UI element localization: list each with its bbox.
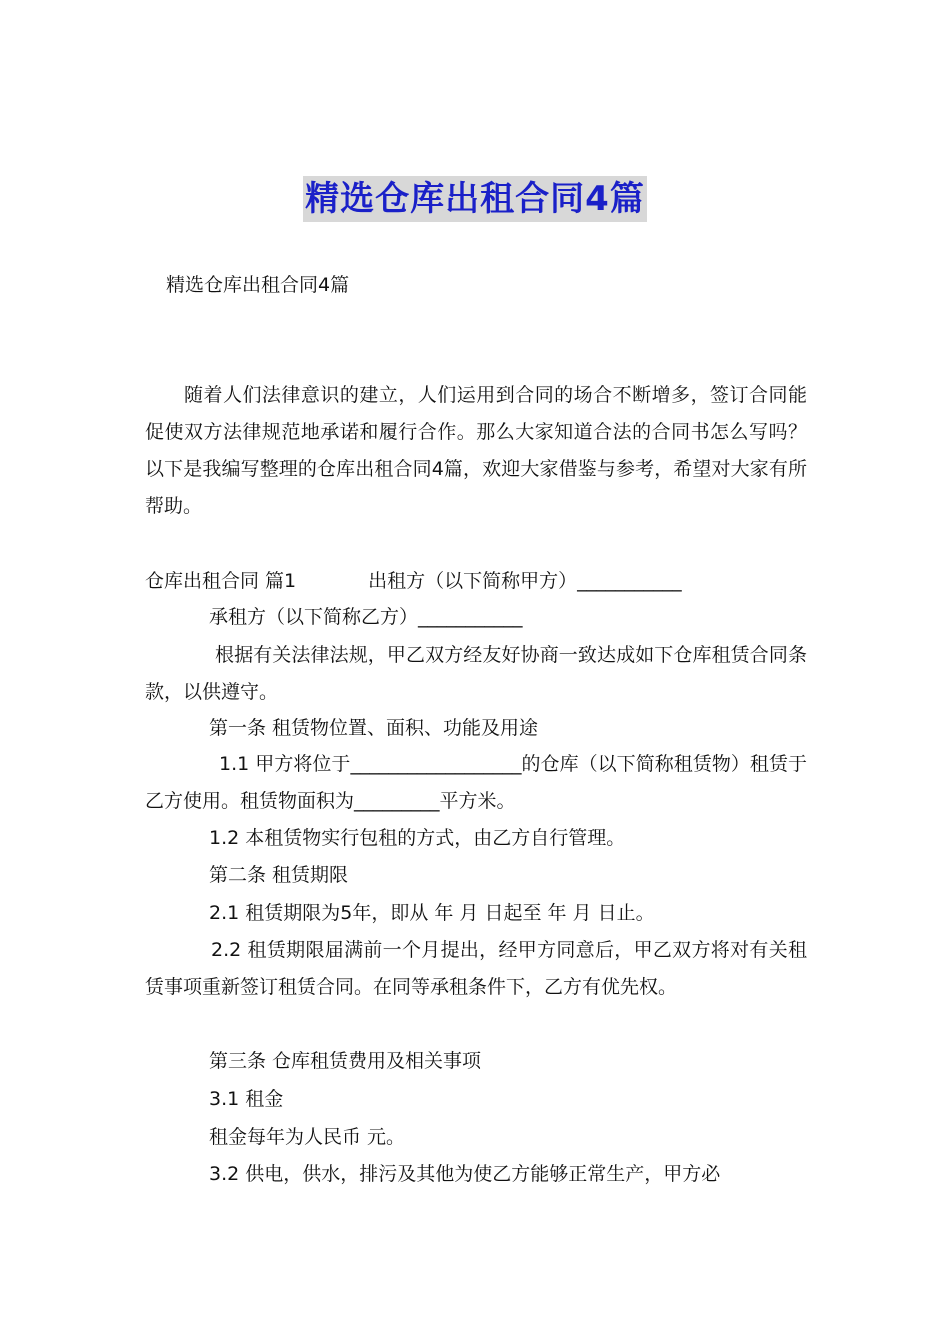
contract-heading-line [145, 563, 807, 600]
preamble-paragraph: 根据有关法律法规，甲乙双方经友好协商一致达成如下仓库租赁合同条款，以供遵守。 [145, 644, 807, 703]
clause-1-1: 1.1 甲方将位于__________________的仓库（以下简称租赁物）租赁于乙方使用。租赁物面积为_________平方米。 [145, 753, 807, 812]
lessor-line: 出租方（以下简称甲方）___________ [368, 570, 682, 592]
clause-3-1: 3.1 租金 [209, 1088, 284, 1110]
intro-paragraph: 随着人们法律意识的建立，人们运用到合同的场合不断增多，签订合同能促使双方法律规范地承诺和履行合作。那么大家知道合法的合同书怎么写吗？以下是我编写整理的仓库出租合同4篇，欢迎大家借鉴与参考，希望对大家有所帮助。 [145, 384, 807, 517]
rent-text: 租金每年为人民币 元。 [209, 1126, 406, 1148]
document-title-text: 精选仓库出租合同4篇 [303, 176, 647, 222]
document-title [0, 176, 950, 222]
clause-2-2: 2.2 租赁期限届满前一个月提出，经甲方同意后，甲乙双方将对有关租赁事项重新签订租赁合同。在同等承租条件下，乙方有优先权。 [145, 939, 807, 998]
article-1-heading: 第一条 租赁物位置、面积、功能及用途 [209, 717, 539, 739]
article-2-heading: 第二条 租赁期限 [209, 864, 349, 886]
contract-heading: 仓库出租合同 篇1 [145, 570, 297, 592]
article-3-heading: 第三条 仓库租赁费用及相关事项 [209, 1050, 482, 1072]
clause-3-2: 3.2 供电，供水，排污及其他为使乙方能够正常生产，甲方必 [209, 1163, 721, 1185]
clause-1-2: 1.2 本租赁物实行包租的方式，由乙方自行管理。 [209, 827, 626, 849]
clause-2-1: 2.1 租赁期限为5年，即从 年 月 日起至 年 月 日止。 [209, 902, 655, 924]
document-subtitle: 精选仓库出租合同4篇 [166, 274, 350, 296]
lessee-line: 承租方（以下简称乙方）___________ [209, 606, 523, 628]
